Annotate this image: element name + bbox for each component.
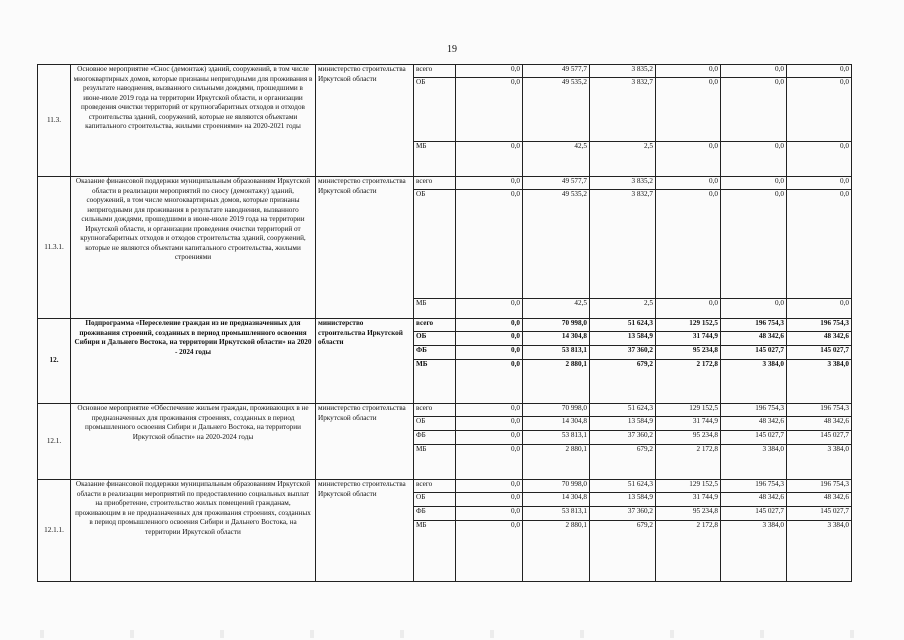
funding-value: 145 027,7 [721, 431, 787, 445]
funding-value: 196 754,3 [721, 319, 787, 332]
measure-description: Оказание финансовой поддержки муниципальным образованиям Иркутской области в реализации мероприятий по предоставлению социальных выплат на приобретение, строительство жилых помещений гражданам, проживающим в не предназначенных для проживания строениях, созданных в период промышленного освоения Сибири и Дальнего Востока, на территории Иркутской области [71, 480, 316, 582]
funding-value: 0,0 [656, 142, 721, 177]
funding-value: 14 304,8 [523, 417, 590, 431]
funding-value: 53 813,1 [523, 431, 590, 445]
table-row [38, 319, 852, 332]
funding-value: 129 152,5 [656, 480, 721, 493]
table-row [38, 480, 852, 493]
funding-value: 0,0 [456, 319, 523, 332]
funding-value: 0,0 [456, 404, 523, 417]
funding-value: 3 832,7 [590, 78, 656, 142]
funding-value: 0,0 [787, 78, 852, 142]
funding-value: 3 384,0 [721, 445, 787, 480]
responsible-executor: министерство строительства Иркутской области [316, 404, 414, 480]
funding-value: 3 384,0 [787, 360, 852, 404]
funding-value: 31 744,9 [656, 493, 721, 507]
funding-value: 95 234,8 [656, 507, 721, 521]
funding-value: 95 234,8 [656, 346, 721, 360]
funding-value: 49 577,7 [523, 65, 590, 78]
funding-value: 70 998,0 [523, 404, 590, 417]
funding-value: 129 152,5 [656, 404, 721, 417]
funding-value: 145 027,7 [787, 507, 852, 521]
funding-value: 2 172,8 [656, 360, 721, 404]
funding-source: ОБ [414, 493, 456, 507]
funding-value: 0,0 [456, 177, 523, 190]
funding-value: 37 360,2 [590, 507, 656, 521]
funding-value: 3 835,2 [590, 65, 656, 78]
funding-value: 0,0 [656, 190, 721, 299]
funding-value: 0,0 [456, 190, 523, 299]
funding-value: 679,2 [590, 445, 656, 480]
funding-value: 0,0 [787, 65, 852, 78]
funding-source: ОБ [414, 190, 456, 299]
funding-value: 49 535,2 [523, 190, 590, 299]
funding-value: 48 342,6 [721, 332, 787, 346]
funding-value: 196 754,3 [721, 480, 787, 493]
responsible-executor: министерство строительства Иркутской области [316, 65, 414, 177]
funding-value: 2 880,1 [523, 360, 590, 404]
funding-value: 49 577,7 [523, 177, 590, 190]
measure-description: Основное мероприятие «Снос (демонтаж) зданий, сооружений, в том числе многоквартирных домов, которые признаны непригодными для проживания в результате наводнения, вызванного сильными дождями, прошедшими в июне-июле 2019 года на территории Иркутской области, и организации проведения очистки территорий от крупногабаритных отходов и отходов строительства зданий, сооружений, которые не являются объектами капитального строительства, жилыми строениями» на 2020-2021 годы [71, 65, 316, 177]
funding-value: 2 172,8 [656, 445, 721, 480]
funding-value: 51 624,3 [590, 404, 656, 417]
funding-value: 53 813,1 [523, 507, 590, 521]
funding-value: 145 027,7 [787, 346, 852, 360]
scan-edge-noise [0, 630, 904, 638]
funding-source: МБ [414, 445, 456, 480]
measure-description: Оказание финансовой поддержки муниципальным образованиям Иркутской области в реализации мероприятий по сносу (демонтажу) зданий, сооружений, в том числе многоквартирных домов, которые признаны непригодными для проживания в результате наводнения, вызванного сильными дождями, прошедшими в июне-июле 2019 года на территории Иркутской области, и организации проведения очистки территорий от крупногабаритных отходов и отходов строительства зданий, сооружений, которые не являются объектами капитального строительства, жилыми строениями [71, 177, 316, 319]
funding-value: 51 624,3 [590, 480, 656, 493]
funding-value: 48 342,6 [787, 493, 852, 507]
funding-value: 3 832,7 [590, 190, 656, 299]
funding-value: 70 998,0 [523, 319, 590, 332]
funding-value: 0,0 [656, 177, 721, 190]
funding-source: всего [414, 319, 456, 332]
funding-source: МБ [414, 142, 456, 177]
funding-value: 0,0 [721, 142, 787, 177]
funding-source: всего [414, 177, 456, 190]
funding-value: 31 744,9 [656, 417, 721, 431]
funding-value: 2 172,8 [656, 521, 721, 582]
funding-value: 13 584,9 [590, 332, 656, 346]
funding-value: 13 584,9 [590, 417, 656, 431]
funding-value: 679,2 [590, 521, 656, 582]
funding-value: 0,0 [721, 78, 787, 142]
funding-value: 145 027,7 [787, 431, 852, 445]
funding-value: 3 384,0 [787, 521, 852, 582]
row-number: 12. [38, 319, 71, 404]
funding-value: 679,2 [590, 360, 656, 404]
row-number: 12.1. [38, 404, 71, 480]
funding-value: 48 342,6 [721, 417, 787, 431]
funding-value: 0,0 [787, 177, 852, 190]
funding-value: 0,0 [456, 431, 523, 445]
funding-value: 70 998,0 [523, 480, 590, 493]
funding-source: ОБ [414, 78, 456, 142]
funding-value: 0,0 [456, 346, 523, 360]
funding-value: 129 152,5 [656, 319, 721, 332]
funding-value: 0,0 [456, 417, 523, 431]
funding-source: ОБ [414, 417, 456, 431]
funding-value: 0,0 [787, 142, 852, 177]
funding-value: 0,0 [721, 299, 787, 319]
funding-value: 0,0 [656, 299, 721, 319]
funding-value: 3 384,0 [721, 360, 787, 404]
funding-value: 2 880,1 [523, 445, 590, 480]
funding-source: всего [414, 65, 456, 78]
table-row [38, 65, 852, 78]
funding-value: 0,0 [456, 507, 523, 521]
funding-value: 145 027,7 [721, 507, 787, 521]
funding-value: 37 360,2 [590, 431, 656, 445]
funding-source: МБ [414, 360, 456, 404]
funding-source: МБ [414, 299, 456, 319]
funding-value: 0,0 [721, 177, 787, 190]
budget-table [37, 64, 852, 582]
funding-value: 0,0 [787, 190, 852, 299]
funding-value: 196 754,3 [787, 404, 852, 417]
funding-value: 196 754,3 [787, 319, 852, 332]
funding-value: 2,5 [590, 299, 656, 319]
funding-value: 0,0 [456, 78, 523, 142]
funding-value: 2 880,1 [523, 521, 590, 582]
funding-value: 3 384,0 [721, 521, 787, 582]
funding-value: 31 744,9 [656, 332, 721, 346]
funding-value: 48 342,6 [787, 417, 852, 431]
funding-value: 48 342,6 [787, 332, 852, 346]
funding-value: 0,0 [721, 65, 787, 78]
funding-value: 13 584,9 [590, 493, 656, 507]
funding-value: 3 835,2 [590, 177, 656, 190]
page-number: 19 [447, 44, 457, 55]
funding-value: 37 360,2 [590, 346, 656, 360]
funding-value: 0,0 [456, 493, 523, 507]
funding-value: 53 813,1 [523, 346, 590, 360]
funding-source: ФБ [414, 507, 456, 521]
funding-value: 196 754,3 [787, 480, 852, 493]
responsible-executor: министерство строительства Иркутской области [316, 319, 414, 404]
funding-value: 0,0 [656, 78, 721, 142]
table-row [38, 404, 852, 417]
funding-value: 0,0 [456, 65, 523, 78]
funding-value: 3 384,0 [787, 445, 852, 480]
funding-value: 0,0 [456, 332, 523, 346]
row-number: 11.3.1. [38, 177, 71, 319]
funding-value: 48 342,6 [721, 493, 787, 507]
funding-value: 0,0 [721, 190, 787, 299]
funding-source: всего [414, 404, 456, 417]
funding-value: 0,0 [656, 65, 721, 78]
measure-description: Подпрограмма «Переселение граждан из не предназначенных для проживания строений, созданных в период промышленного освоения Сибири и Дальнего Востока, на территории Иркутской области» на 2020 - 2024 годы [71, 319, 316, 404]
funding-source: ФБ [414, 431, 456, 445]
responsible-executor: министерство строительства Иркутской области [316, 480, 414, 582]
funding-source: ФБ [414, 346, 456, 360]
funding-value: 145 027,7 [721, 346, 787, 360]
funding-value: 95 234,8 [656, 431, 721, 445]
funding-value: 0,0 [456, 445, 523, 480]
funding-value: 49 535,2 [523, 78, 590, 142]
funding-value: 14 304,8 [523, 332, 590, 346]
funding-value: 42,5 [523, 142, 590, 177]
responsible-executor: министерство строительства Иркутской области [316, 177, 414, 319]
funding-value: 0,0 [456, 142, 523, 177]
table-row [38, 177, 852, 190]
funding-value: 14 304,8 [523, 493, 590, 507]
funding-source: всего [414, 480, 456, 493]
funding-value: 0,0 [456, 299, 523, 319]
funding-source: МБ [414, 521, 456, 582]
funding-value: 42,5 [523, 299, 590, 319]
table-body [38, 65, 852, 582]
row-number: 11.3. [38, 65, 71, 177]
row-number: 12.1.1. [38, 480, 71, 582]
funding-value: 0,0 [787, 299, 852, 319]
funding-value: 0,0 [456, 521, 523, 582]
funding-value: 196 754,3 [721, 404, 787, 417]
funding-value: 0,0 [456, 480, 523, 493]
funding-value: 2,5 [590, 142, 656, 177]
funding-value: 51 624,3 [590, 319, 656, 332]
funding-value: 0,0 [456, 360, 523, 404]
funding-source: ОБ [414, 332, 456, 346]
measure-description: Основное мероприятие «Обеспечение жильем граждан, проживающих в не предназначенных для проживания строениях, созданных в период промышленного освоения Сибири и Дальнего Востока, на территории Иркутской области» на 2020-2024 годы [71, 404, 316, 480]
